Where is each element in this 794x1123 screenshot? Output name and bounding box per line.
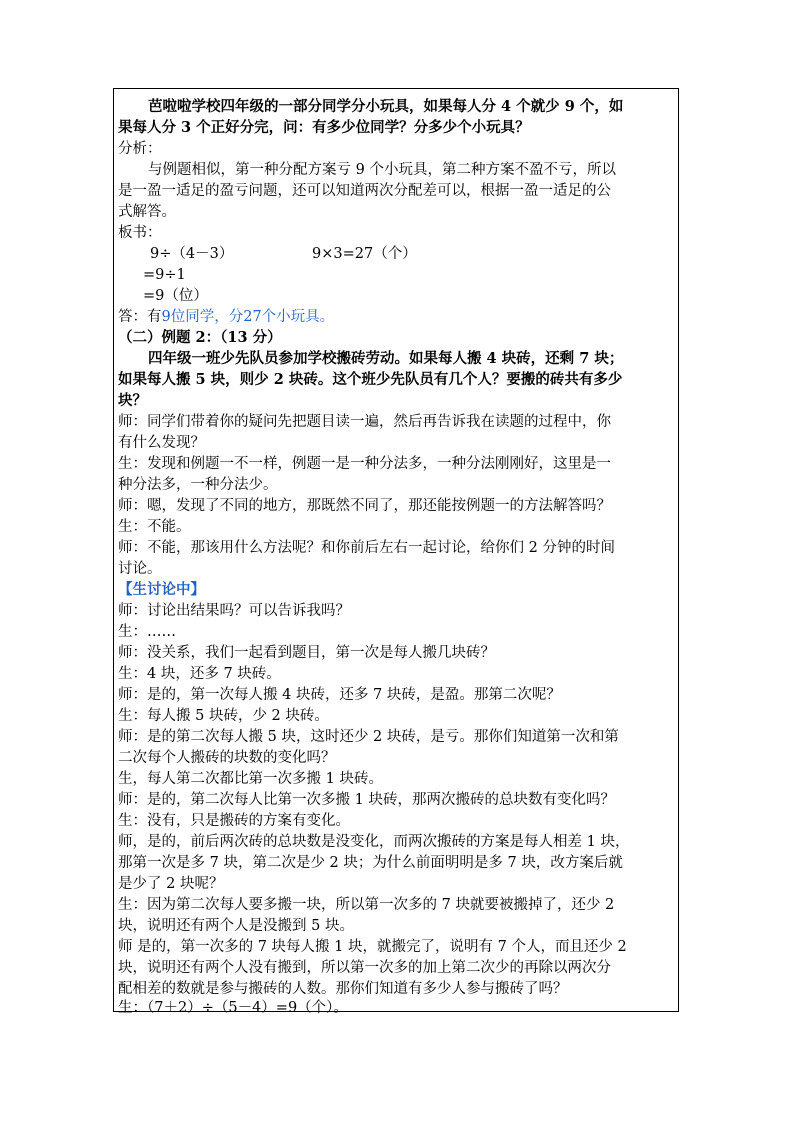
dialogue-line: 生：因为第二次每人要多搬一块，所以第一次多的 7 块就要被搬掉了，还少 2 [118,897,615,913]
example2-problem-line1: 四年级一班少先队员参加学校搬砖劳动。如果每人搬 4 块砖，还剩 7 块； [148,350,624,367]
dialogue-line: 是少了 2 块呢？ [118,876,224,892]
dialogue-line: 师：讨论出结果吗？可以告诉我吗？ [118,603,350,619]
analysis-heading: 分析： [118,141,162,157]
example2-heading: （二）例题 2：（13 分） [118,329,282,346]
dialogue-line: 生：发现和例题一不一样，例题一是一种分法多，一种分法刚刚好，这里是一 [118,456,611,472]
blackboard-formula-toys: 9×3=27（个） [312,246,417,262]
dialogue-line: 师：同学们带着你的疑问先把题目读一遍，然后再告诉我在读题的过程中，你 [118,414,611,430]
dialogue-line: 有什么发现？ [118,435,205,451]
dialogue-line: 讨论。 [118,561,162,577]
analysis-line2: 是一盈一适足的盈亏问题，还可以知道两次分配差可以，根据一盈一适足的公 [118,183,611,199]
dialogue-line: 生：4 块，还多 7 块砖。 [118,666,281,682]
example2-problem-line3: 块？ [118,392,147,409]
analysis-line3: 式解答。 [118,204,176,220]
dialogue-line: 块，说明还有两个人没有搬到，所以第一次多的加上第二次少的再除以两次分 [118,960,611,976]
dialogue-line: 生：每人搬 5 块砖，少 2 块砖。 [118,708,329,724]
dialogue-line: 师 是的，第一次多的 7 块每人搬 1 块，就搬完了，说明有 7 个人，而且还少 2 [118,939,627,955]
dialogue-line: 师：没关系，我们一起看到题目，第一次是每人搬几块砖？ [118,645,495,661]
dialogue-line: 生：没有，只是搬砖的方案有变化。 [118,813,350,829]
blackboard-heading: 板书： [118,225,162,241]
discussion-tag: 【生讨论中】 [118,581,205,598]
dialogue-line: 师，是的，前后两次砖的总块数是没变化，而两次搬砖的方案是每人相差 1 块， [118,834,630,850]
dialogue-line: 生：…… [118,624,176,640]
dialogue-line: 配相差的数就是参与搬砖的人数。那你们知道有多少人参与搬砖了吗？ [118,981,568,997]
dialogue-line: 二次每个人搬砖的块数的变化吗？ [118,750,336,766]
final-answer-line: 生：（7＋2）÷（5－4）=9（个）。 [118,1000,348,1016]
example2-problem-line2: 如果每人搬 5 块，则少 2 块砖。这个班少先队员有几个人？要搬的砖共有多少 [118,371,623,388]
dialogue-line: 师：是的，第一次每人搬 4 块砖，还多 7 块砖，是盈。那第二次呢？ [118,687,561,703]
dialogue-line: 师：不能，那该用什么方法呢？和你前后左右一起讨论，给你们 2 分钟的时间 [118,540,615,556]
answer-line [118,307,334,328]
dialogue-line: 师：嗯，发现了不同的地方，那既然不同了，那还能按例题一的方法解答吗？ [118,498,611,514]
blackboard-formula-people: 9÷（4－3） [150,246,234,262]
dialogue-line: 种分法多，一种分法少。 [118,477,278,493]
answer-prefix: 答：有 [118,309,162,325]
dialogue-line: 生：不能。 [118,519,191,535]
blackboard-step3: =9（位） [143,288,208,304]
problem1-line2: 果每人分 3 个正好分完，问：有多少位同学？分多少个小玩具？ [118,119,530,136]
answer-text: 9位同学，分27个小玩具。 [161,309,335,325]
problem1-line1: 芭啦啦学校四年级的一部分同学分小玩具，如果每人分 4 个就少 9 个，如 [148,98,624,115]
dialogue-line: 那第一次是多 7 块，第二次是少 2 块；为什么前面明明是多 7 块，改方案后就 [118,855,623,871]
dialogue-line: 生，每人第二次都比第一次多搬 1 块砖。 [118,771,383,787]
blackboard-step2: =9÷1 [143,267,186,283]
analysis-line1: 与例题相似，第一种分配方案亏 9 个小玩具，第二种方案不盈不亏，所以 [148,162,616,178]
dialogue-line: 块，说明还有两个人是没搬到 5 块。 [118,918,354,934]
dialogue-line: 师：是的第二次每人搬 5 块，这时还少 2 块砖，是亏。那你们知道第一次和第 [118,729,619,745]
dialogue-line: 师：是的，第二次每人比第一次多搬 1 块砖，那两次搬砖的总块数有变化吗？ [118,792,615,808]
